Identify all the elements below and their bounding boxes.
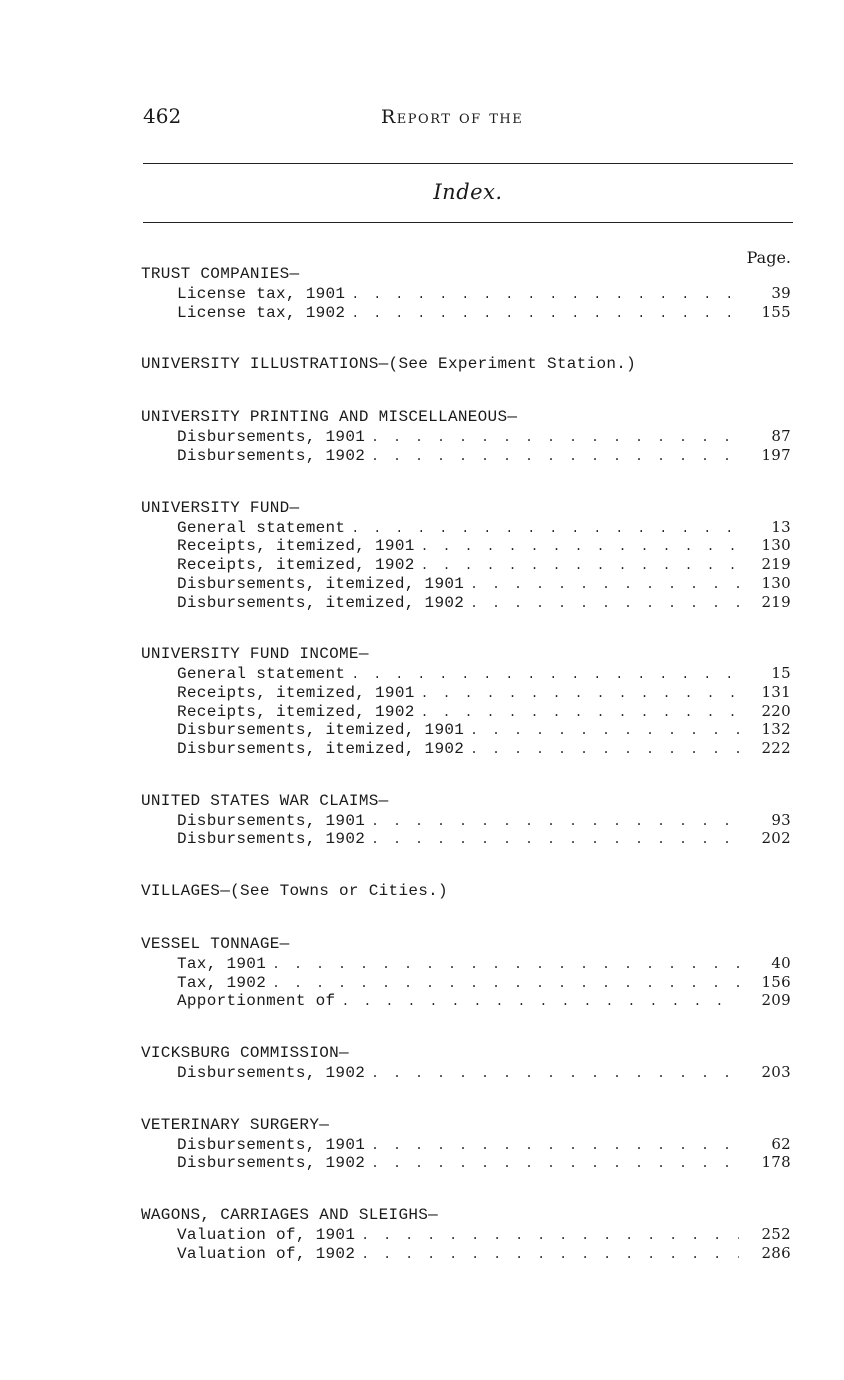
- entry-label: Disbursements, itemized, 1902: [177, 593, 465, 612]
- index-entry: [141, 991, 791, 1010]
- dot-leader: [470, 722, 739, 741]
- entry-page-number: 156: [761, 972, 791, 991]
- entry-label: Disbursements, 1902: [177, 830, 366, 849]
- index-entry: [141, 303, 791, 322]
- index-entry: [141, 1153, 791, 1172]
- dot-leader: [361, 1227, 739, 1246]
- entry-label: Receipts, itemized, 1901: [177, 537, 415, 556]
- section-heading: WAGONS, CARRIAGES AND SLEIGHS—: [141, 1206, 439, 1225]
- page-column-label: Page.: [746, 248, 791, 267]
- entry-label: General statement: [177, 518, 346, 537]
- index-entry: [141, 518, 791, 537]
- index-section: [141, 881, 791, 901]
- page-number: 462: [143, 104, 182, 128]
- index-entry: [141, 702, 791, 721]
- dot-leader: [371, 813, 739, 832]
- index-entries: [141, 264, 791, 1296]
- index-entry: [141, 593, 791, 612]
- dot-leader: [371, 1137, 739, 1156]
- index-section: [141, 1043, 791, 1082]
- index-entry: [141, 1135, 791, 1154]
- index-entry: [141, 1225, 791, 1244]
- dot-leader: [351, 286, 739, 305]
- dot-leader: [272, 956, 739, 975]
- index-entry: [141, 973, 791, 992]
- index-section: [141, 934, 791, 1010]
- dot-leader: [351, 305, 739, 324]
- entry-page-number: 197: [761, 446, 791, 465]
- section-heading: UNITED STATES WAR CLAIMS—: [141, 791, 389, 810]
- entry-page-number: 178: [761, 1153, 791, 1172]
- dot-leader: [470, 576, 739, 595]
- entry-page-number: 87: [771, 427, 791, 446]
- section-heading: UNIVERSITY FUND—: [141, 498, 300, 517]
- entry-label: Disbursements, itemized, 1902: [177, 739, 465, 758]
- entry-label: Receipts, itemized, 1902: [177, 702, 415, 721]
- dot-leader: [421, 704, 739, 723]
- entry-page-number: 130: [761, 573, 791, 592]
- dot-leader: [371, 1065, 739, 1084]
- index-entry: [141, 739, 791, 758]
- index-entry: [141, 536, 791, 555]
- entry-page-number: 40: [771, 954, 791, 972]
- dot-leader: [371, 1155, 739, 1174]
- entry-page-number: 252: [761, 1225, 791, 1244]
- entry-page-number: 62: [771, 1134, 791, 1153]
- section-heading: VILLAGES—(See Towns or Cities.): [141, 882, 448, 900]
- index-entry: [141, 811, 791, 830]
- index-entry: [141, 446, 791, 465]
- section-heading: UNIVERSITY FUND INCOME—: [141, 645, 369, 664]
- entry-page-number: 203: [761, 1063, 791, 1082]
- entry-label: Disbursements, 1902: [177, 1154, 366, 1173]
- section-heading: VICKSBURG COMMISSION—: [141, 1044, 349, 1063]
- dot-leader: [421, 538, 739, 557]
- dot-leader: [371, 429, 739, 448]
- dot-leader: [421, 685, 739, 704]
- index-entry: [141, 664, 791, 683]
- index-entry: [141, 954, 791, 973]
- entry-label: Disbursements, itemized, 1901: [177, 721, 465, 740]
- index-entry: [141, 1063, 791, 1082]
- entry-label: Disbursements, 1902: [177, 1064, 366, 1083]
- index-entry: [141, 683, 791, 702]
- entry-label: Tax, 1901: [177, 955, 267, 973]
- dot-leader: [470, 595, 739, 614]
- index-entry: [141, 829, 791, 848]
- running-title: Report of the: [381, 106, 524, 128]
- index-entry: [141, 427, 791, 446]
- dot-leader: [470, 741, 739, 760]
- index-section: [141, 791, 791, 848]
- entry-page-number: 202: [761, 829, 791, 848]
- entry-label: Apportionment of: [177, 992, 336, 1011]
- entry-page-number: 13: [771, 517, 791, 536]
- entry-label: Receipts, itemized, 1902: [177, 556, 415, 575]
- dot-leader: [351, 520, 739, 539]
- dot-leader: [351, 666, 739, 685]
- section-heading: VETERINARY SURGERY—: [141, 1115, 330, 1134]
- entry-page-number: 132: [761, 720, 791, 739]
- index-section: [141, 354, 791, 374]
- entry-label: Receipts, itemized, 1901: [177, 683, 415, 702]
- index-section: [141, 264, 791, 321]
- index-entry: [141, 574, 791, 593]
- entry-page-number: 15: [771, 664, 791, 683]
- index-title: Index.: [433, 180, 503, 204]
- entry-page-number: 130: [761, 536, 791, 555]
- dot-leader: [371, 831, 739, 850]
- entry-page-number: 131: [761, 682, 791, 701]
- index-entry: [141, 1244, 791, 1263]
- entry-label: Disbursements, 1901: [177, 811, 366, 830]
- index-section: [141, 498, 791, 611]
- entry-label: General statement: [177, 665, 346, 684]
- index-section: [141, 644, 791, 757]
- dot-leader: [341, 993, 739, 1012]
- index-entry: [141, 284, 791, 303]
- entry-page-number: 155: [761, 302, 791, 321]
- entry-page-number: 219: [761, 555, 791, 574]
- dot-leader: [361, 1246, 739, 1265]
- index-section: [141, 407, 791, 464]
- entry-page-number: 222: [761, 738, 791, 757]
- entry-label: Valuation of, 1902: [177, 1244, 356, 1263]
- entry-label: Valuation of, 1901: [177, 1226, 356, 1245]
- dot-leader: [272, 975, 739, 994]
- index-section: [141, 1205, 791, 1262]
- dot-leader: [421, 557, 739, 576]
- index-section: [141, 1115, 791, 1172]
- entry-page-number: 286: [761, 1243, 791, 1262]
- entry-label: Disbursements, itemized, 1901: [177, 574, 465, 593]
- entry-page-number: 209: [761, 991, 791, 1010]
- dot-leader: [371, 448, 739, 467]
- entry-label: Tax, 1902: [177, 973, 267, 992]
- index-entry: [141, 720, 791, 739]
- entry-label: License tax, 1902: [177, 303, 346, 322]
- section-heading: UNIVERSITY PRINTING AND MISCELLANEOUS—: [141, 408, 518, 427]
- entry-label: Disbursements, 1902: [177, 447, 366, 466]
- section-heading: UNIVERSITY ILLUSTRATIONS—(See Experiment Station.): [141, 355, 637, 374]
- entry-page-number: 39: [771, 284, 791, 302]
- index-entry: [141, 555, 791, 574]
- entry-page-number: 220: [761, 701, 791, 720]
- bottom-rule: [143, 222, 793, 223]
- entry-label: Disbursements, 1901: [177, 428, 366, 447]
- entry-label: License tax, 1901: [177, 285, 346, 303]
- section-heading: TRUST COMPANIES—: [141, 265, 300, 283]
- entry-label: Disbursements, 1901: [177, 1135, 366, 1154]
- section-heading: VESSEL TONNAGE—: [141, 935, 290, 953]
- top-rule: [143, 163, 793, 164]
- running-header: [143, 104, 793, 134]
- entry-page-number: 93: [771, 810, 791, 829]
- entry-page-number: 219: [761, 592, 791, 611]
